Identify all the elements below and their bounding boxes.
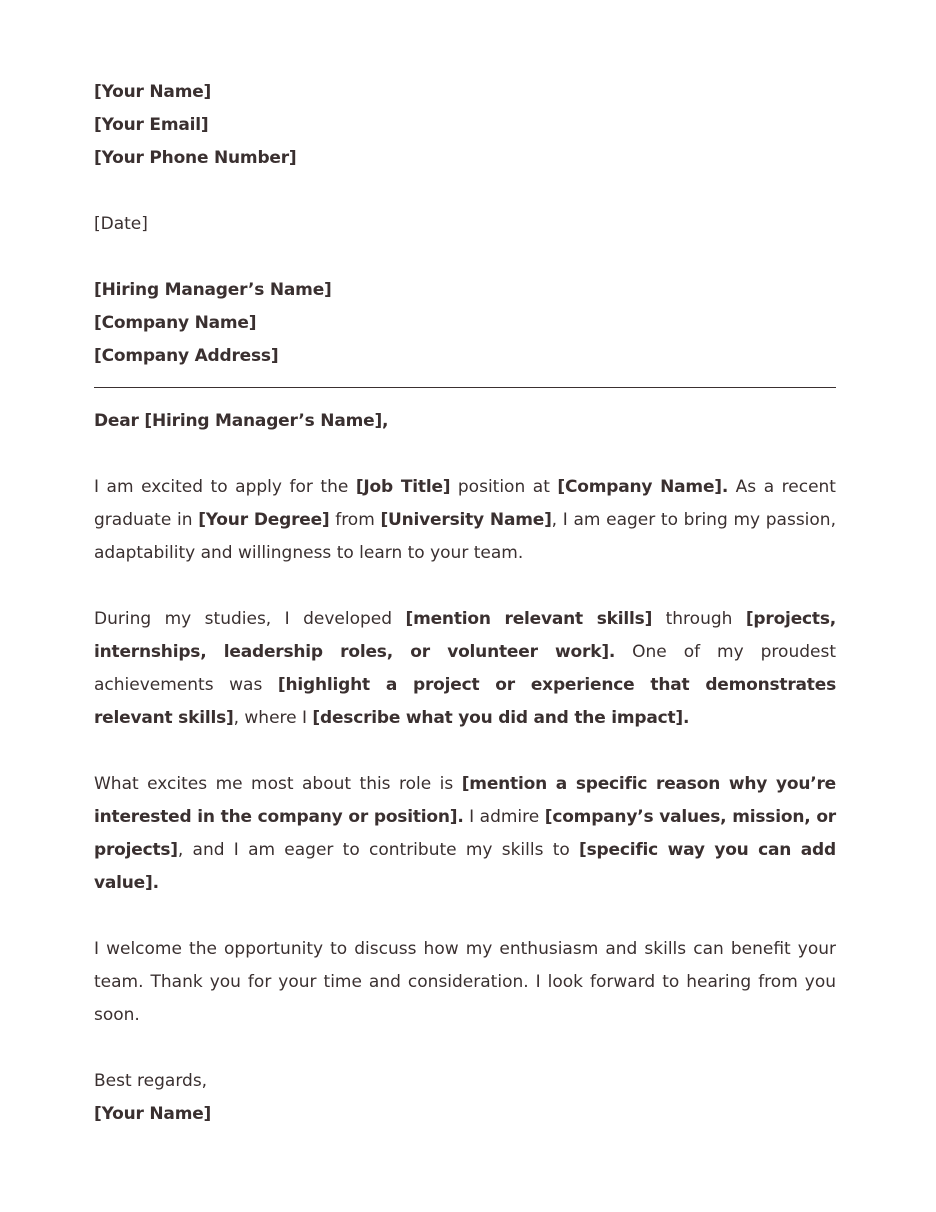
p1-degree: [Your Degree] bbox=[198, 510, 330, 530]
paragraph-studies bbox=[94, 603, 836, 735]
sender-name: [Your Name] bbox=[94, 82, 212, 102]
p2-highlight: [highlight a project or experience that demonstrates relevant skills] bbox=[94, 675, 836, 728]
p1-text-4: from bbox=[329, 510, 381, 530]
signature-name: [Your Name] bbox=[94, 1104, 212, 1124]
p3-text-2: I admire bbox=[463, 807, 545, 827]
p3-text-1: What excites me most about this role is bbox=[94, 774, 462, 794]
p1-text-2: position at bbox=[450, 477, 558, 497]
p1-text-5: , I am eager to bring my passion, adaptability and willingness to learn to your team. bbox=[94, 510, 836, 563]
salutation: Dear [Hiring Manager’s Name], bbox=[94, 411, 389, 431]
recipient-manager: [Hiring Manager’s Name] bbox=[94, 280, 332, 300]
divider bbox=[94, 387, 836, 388]
sender-phone: [Your Phone Number] bbox=[94, 148, 297, 168]
paragraph-closing: I welcome the opportunity to discuss how my enthusiasm and skills can benefit your team. Thank you for your time and consideration. I look forward to hearing from you soon. bbox=[94, 939, 836, 1025]
signoff: Best regards, bbox=[94, 1071, 208, 1091]
recipient-company: [Company Name] bbox=[94, 313, 257, 333]
p2-text-3: One of my proudest achievements was bbox=[94, 642, 836, 695]
p1-job-title: [Job Title] bbox=[355, 477, 451, 497]
p2-text-4: , where I bbox=[233, 708, 313, 728]
p1-text-3: As a recent graduate in bbox=[94, 477, 836, 530]
p3-text-3: , and I am eager to contribute my skills to bbox=[177, 840, 580, 860]
paragraph-intro bbox=[94, 471, 836, 570]
p1-university: [University Name] bbox=[380, 510, 552, 530]
p1-text-1: I am excited to apply for the bbox=[94, 477, 356, 497]
p3-reason: [mention a specific reason why you’re interested in the company or position]. bbox=[94, 774, 836, 827]
p1-company-name: [Company Name]. bbox=[557, 477, 729, 497]
p2-impact: [describe what you did and the impact]. bbox=[312, 708, 690, 728]
p3-value-add: [specific way you can add value]. bbox=[94, 840, 836, 893]
p2-text-1: During my studies, I developed bbox=[94, 609, 406, 629]
p3-values: [company’s values, mission, or projects] bbox=[94, 807, 836, 860]
p2-text-2: through bbox=[652, 609, 746, 629]
paragraph-motivation bbox=[94, 768, 836, 900]
recipient-address: [Company Address] bbox=[94, 346, 279, 366]
p2-skills: [mention relevant skills] bbox=[405, 609, 653, 629]
p2-projects: [projects, internships, leadership roles, or volunteer work]. bbox=[94, 609, 836, 662]
letter-date: [Date] bbox=[94, 214, 148, 234]
sender-email: [Your Email] bbox=[94, 115, 209, 135]
cover-letter bbox=[94, 76, 836, 1131]
